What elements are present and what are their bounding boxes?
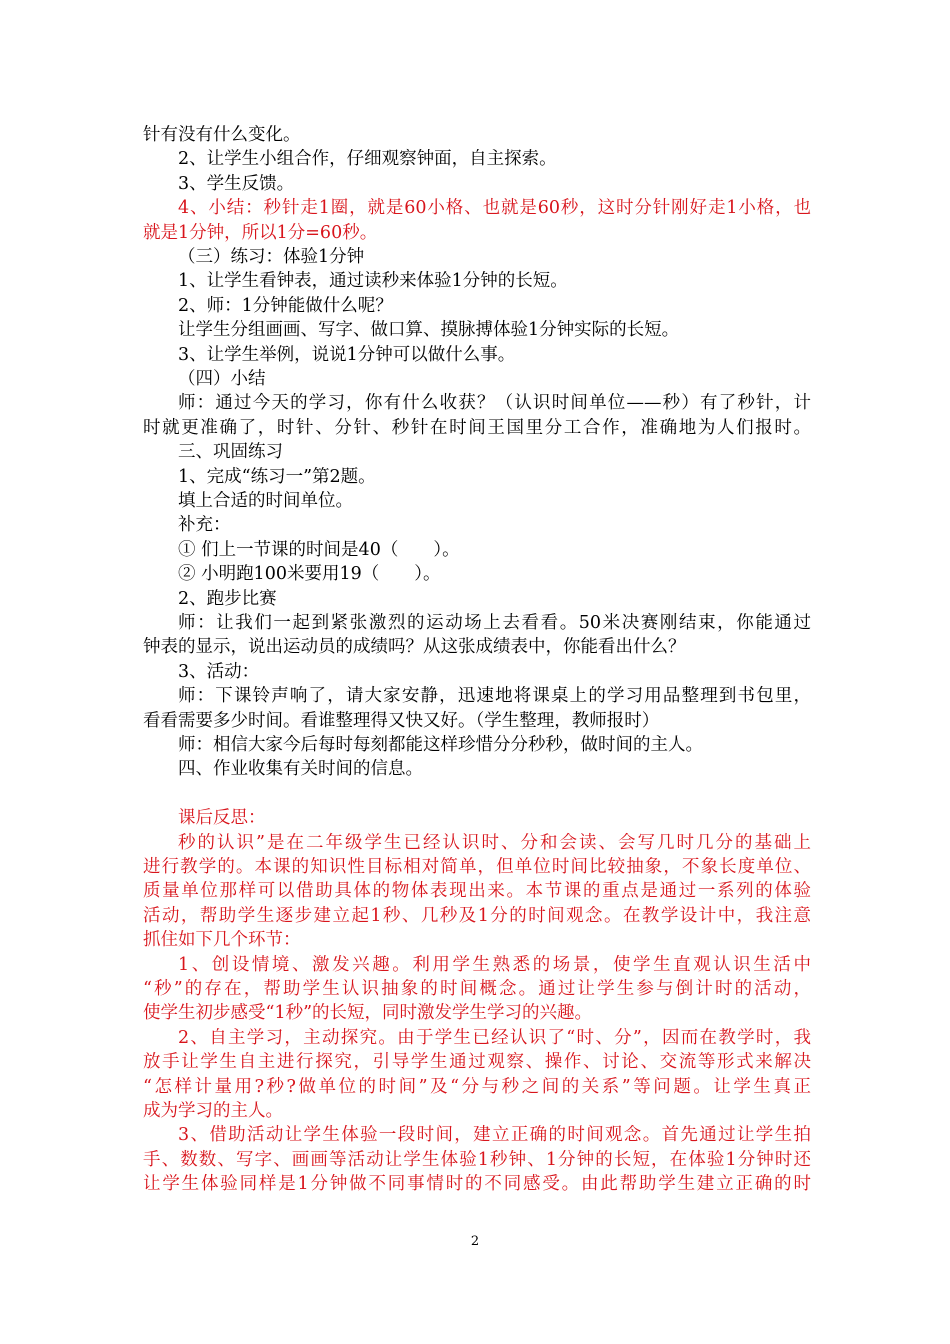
text-line: 使学生初步感受“1秒”的长短，同时激发学生学习的兴趣。	[143, 1003, 593, 1024]
text-line: 3、活动：	[178, 661, 260, 682]
text-line: 补充：	[178, 515, 231, 536]
text-line: ① 们上一节课的时间是40（ ）。	[178, 539, 460, 560]
text-line: 针有没有什么变化。	[143, 125, 301, 145]
text-line: “秒”的存在，帮助学生认识抽象的时间概念。通过让学生参与倒计时的活动，	[143, 979, 811, 999]
text-line: ② 小明跑100米要用19（ ）。	[178, 564, 441, 585]
text-line: 秒的认识”是在二年级学生已经认识时、分和会读、会写几时几分的基础上	[178, 832, 811, 853]
text-line: 三、巩固练习	[178, 442, 283, 463]
text-line: 1、让学生看钟表，通过读秒来体验1分钟的长短。	[178, 271, 568, 292]
text-line: 钟表的显示，说出运动员的成绩吗？从这张成绩表中，你能看出什么？	[143, 637, 686, 658]
text-line: 质量单位那样可以借助具体的物体表现出来。本节课的重点是通过一系列的体验	[143, 881, 811, 902]
text-line: 填上合适的时间单位。	[178, 491, 353, 511]
text-line: 1、创设情境、激发兴趣。利用学生熟悉的场景，使学生直观认识生活中	[178, 954, 811, 975]
text-line: 2、让学生小组合作，仔细观察钟面，自主探索。	[178, 149, 557, 170]
text-line: 成为学习的主人。	[143, 1101, 283, 1121]
text-line: 让学生体验同样是1分钟做不同事情时的不同感受。由此帮助学生建立正确的时	[143, 1174, 811, 1195]
text-line: 让学生分组画画、写字、做口算、摸脉搏体验1分钟实际的长短。	[178, 320, 680, 341]
text-line: 抓住如下几个环节：	[143, 930, 301, 951]
text-line: 活动，帮助学生逐步建立起1秒、几秒及1分的时间观念。在教学设计中，我注意	[143, 905, 811, 926]
page-number: 2	[470, 1234, 480, 1249]
text-line: 手、数数、写字、画画等活动让学生体验1秒钟、1分钟的长短，在体验1分钟时还	[143, 1149, 811, 1170]
text-line: 2、跑步比赛	[178, 588, 277, 609]
text-line: 1、完成“练习一”第2题。	[178, 466, 376, 487]
text-line: 时就更准确了，时针、分针、秒针在时间王国里分工合作，准确地为人们报时。	[143, 417, 811, 438]
text-line: （四）小结	[178, 369, 266, 389]
text-line: 看看需要多少时间。看谁整理得又快又好。（学生整理，教师报时）	[143, 710, 660, 731]
text-line: 4、小结：秒针走1圈，就是60小格、也就是60秒，这时分针刚好走1小格，也	[178, 198, 811, 219]
text-line: 3、让学生举例，说说1分钟可以做什么事。	[178, 344, 516, 365]
text-line: 2、自主学习，主动探究。由于学生已经认识了“时、分”，因而在教学时，我	[178, 1027, 811, 1048]
text-line: （三）练习：体验1分钟	[178, 247, 365, 267]
text-line: 就是1分钟，所以1分=60秒。	[143, 222, 378, 243]
text-line: 进行教学的。本课的知识性目标相对简单，但单位时间比较抽象，不象长度单位、	[143, 857, 811, 877]
text-line: “怎样计量用?秒?做单位的时间”及“分与秒之间的关系”等问题。让学生真正	[143, 1076, 811, 1097]
text-line: 四、作业收集有关时间的信息。	[178, 759, 423, 780]
text-line: 3、借助活动让学生体验一段时间，建立正确的时间观念。首先通过让学生拍	[178, 1125, 811, 1146]
text-line: 放手让学生自主进行探究，引导学生通过观察、操作、讨论、交流等形式来解决	[143, 1052, 811, 1073]
text-line: 课后反思：	[178, 808, 266, 829]
text-line: 师：通过今天的学习，你有什么收获？（认识时间单位——秒）有了秒针，计	[178, 393, 811, 414]
text-line: 师：让我们一起到紧张激烈的运动场上去看看。50米决赛刚结束，你能通过	[178, 613, 811, 633]
text-line: 2、师：1分钟能做什么呢？	[178, 295, 393, 316]
text-line: 师：相信大家今后每时每刻都能这样珍惜分分秒秒，做时间的主人。	[178, 735, 703, 755]
text-line: 3、学生反馈。	[178, 173, 295, 194]
text-line: 师：下课铃声响了，请大家安静，迅速地将课桌上的学习用品整理到书包里，	[178, 686, 811, 707]
